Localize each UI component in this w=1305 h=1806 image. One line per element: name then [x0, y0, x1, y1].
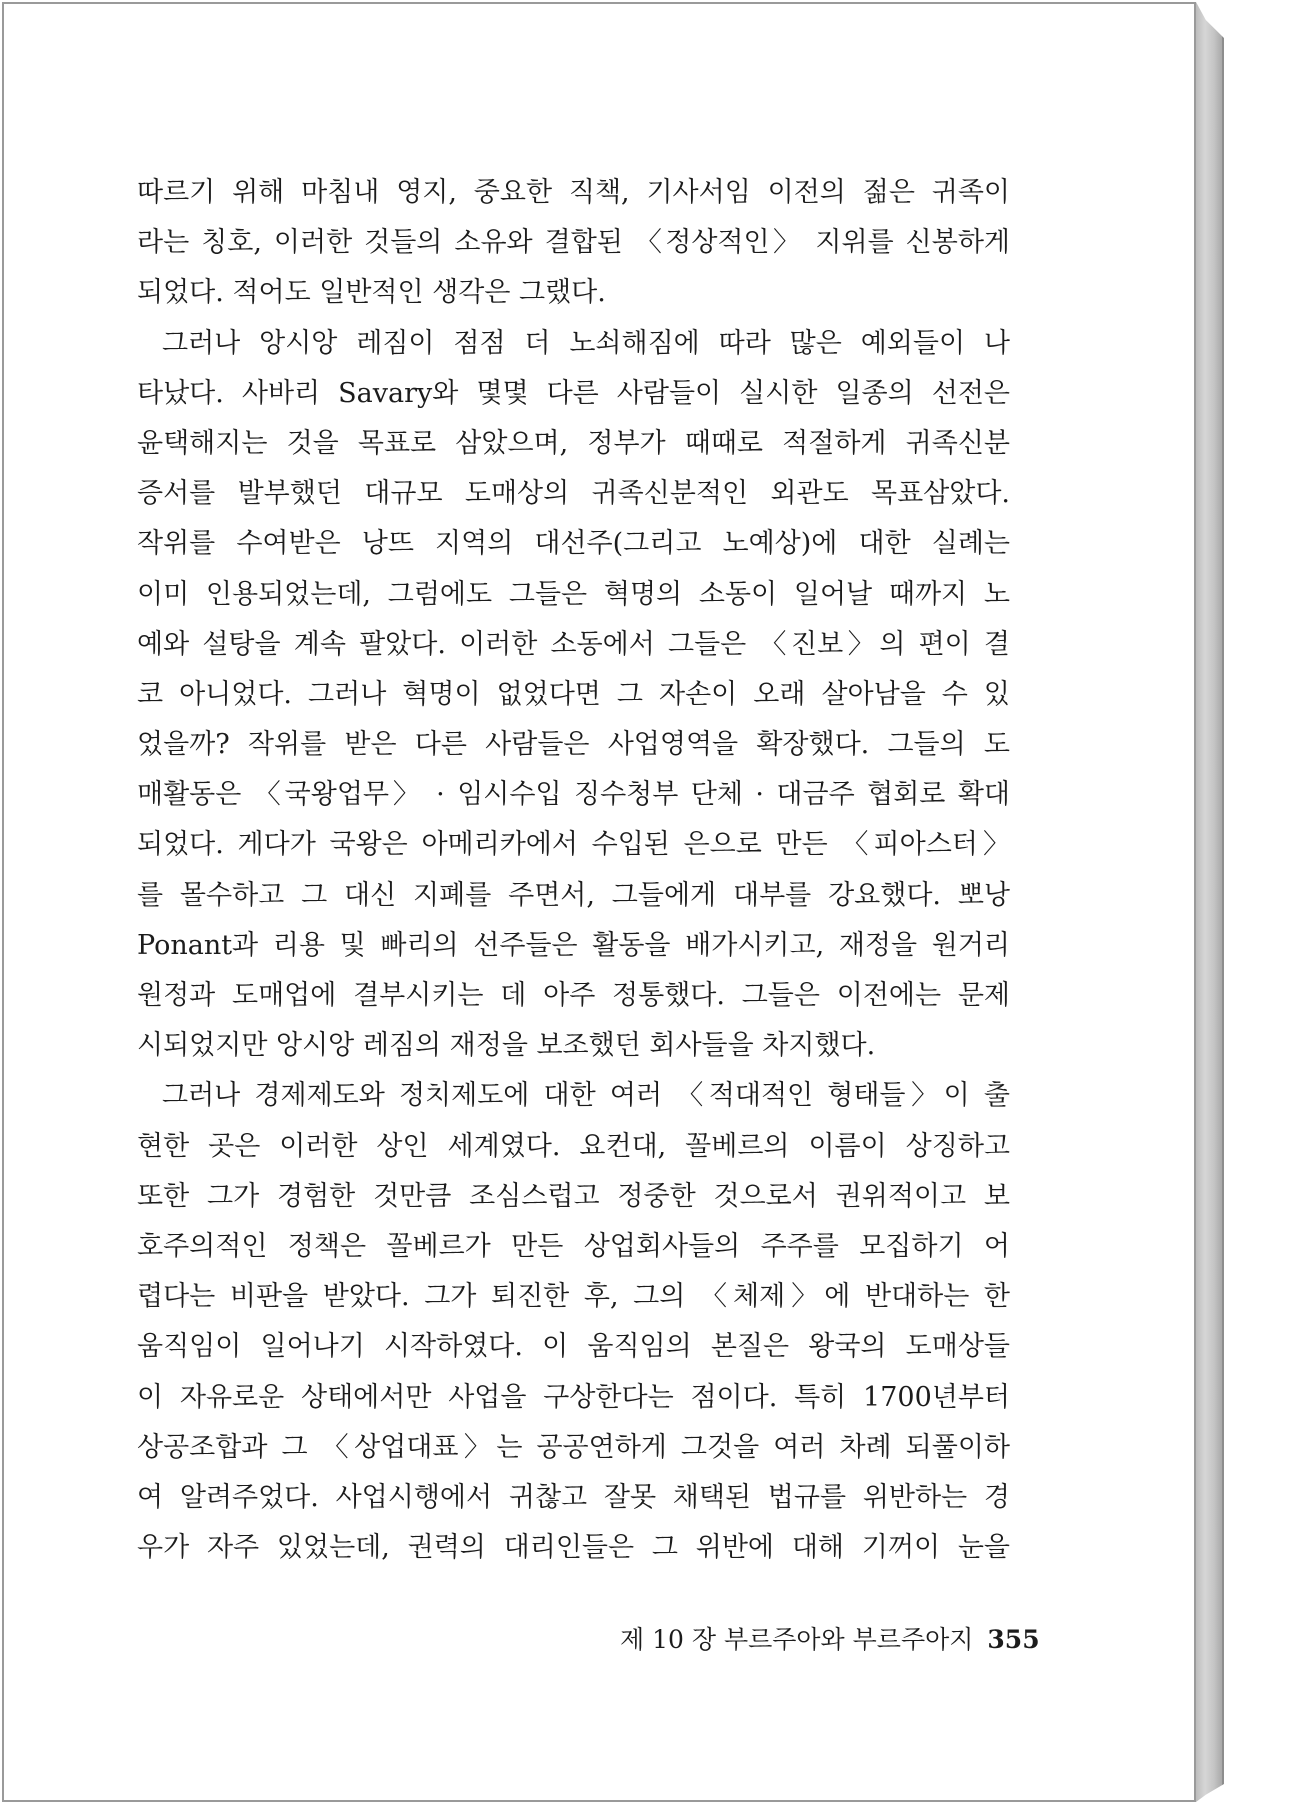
page-footer: [620, 1620, 1040, 1656]
page-edge-shadow: [1196, 2, 1224, 1802]
text-line: 윤택해지는 것을 목표로 삼았으며, 정부가 때때로 적절하게 귀족신분: [137, 427, 1010, 459]
text-line-paragraph-start: 그러나 앙시앙 레짐이 점점 더 노쇠해짐에 따라 많은 예외들이 나: [162, 327, 1010, 359]
body-text: [137, 168, 1010, 1573]
text-line: 따르기 위해 마침내 영지, 중요한 직책, 기사서임 이전의 젊은 귀족이: [137, 177, 1010, 208]
text-line: 증서를 발부했던 대규모 도매상의 귀족신분적인 외관도 목표삼았다.: [137, 478, 1010, 510]
text-line: 원정과 도매업에 결부시키는 데 아주 정통했다. 그들은 이전에는 문제: [137, 980, 1010, 1011]
running-head: 제 10 장 부르주아와 부르주아지: [620, 1625, 974, 1654]
text-line: 렵다는 비판을 받았다. 그가 퇴진한 후, 그의 〈체제〉에 반대하는 한: [137, 1281, 1010, 1313]
text-line: 여 알려주었다. 사업시행에서 귀찮고 잘못 채택된 법규를 위반하는 경: [137, 1481, 1010, 1513]
text-line: 또한 그가 경험한 것만큼 조심스럽고 정중한 것으로서 권위적이고 보: [137, 1180, 1010, 1212]
text-line: 시되었지만 앙시앙 레짐의 재정을 보조했던 회사들을 차지했다.: [137, 1030, 876, 1062]
text-line: 예와 설탕을 계속 팔았다. 이러한 소동에서 그들은 〈진보〉의 편이 결: [137, 628, 1010, 660]
text-line: 타났다. 사바리 Savary와 몇몇 다른 사람들이 실시한 일종의 선전은: [137, 377, 1010, 409]
page-number: 355: [987, 1625, 1040, 1654]
text-line: 라는 칭호, 이러한 것들의 소유와 결합된 〈정상적인〉 지위를 신봉하게: [137, 227, 1010, 259]
text-line: 매활동은 〈국왕업무〉 · 임시수입 징수청부 단체 · 대금주 협회로 확대: [137, 779, 1010, 811]
text-line: 었을까? 작위를 받은 다른 사람들은 사업영역을 확장했다. 그들의 도: [137, 729, 1010, 761]
text-line: 되었다. 적어도 일반적인 생각은 그랬다.: [137, 277, 606, 309]
text-line: 우가 자주 있었는데, 권력의 대리인들은 그 위반에 대해 기꺼이 눈을: [137, 1532, 1010, 1564]
text-line: 호주의적인 정책은 꼴베르가 만든 상업회사들의 주주를 모집하기 어: [137, 1230, 1010, 1262]
text-line: 상공조합과 그 〈상업대표〉는 공공연하게 그것을 여러 차례 되풀이하: [137, 1431, 1010, 1463]
text-line: Ponant과 리용 및 빠리의 선주들은 활동을 배가시키고, 재정을 원거리: [137, 929, 1010, 961]
text-line: 움직임이 일어나기 시작하였다. 이 움직임의 본질은 왕국의 도매상들: [137, 1331, 1010, 1363]
text-line: 되었다. 게다가 국왕은 아메리카에서 수입된 은으로 만든 〈피아스터〉: [137, 829, 1010, 861]
text-line: 이미 인용되었는데, 그럼에도 그들은 혁명의 소동이 일어날 때까지 노: [137, 578, 1010, 610]
text-line: 를 몰수하고 그 대신 지폐를 주면서, 그들에게 대부를 강요했다. 뽀낭: [137, 879, 1010, 911]
text-line-paragraph-start: 그러나 경제제도와 정치제도에 대한 여러 〈적대적인 형태들〉이 출: [162, 1080, 1010, 1112]
text-line: 작위를 수여받은 낭뜨 지역의 대선주(그리고 노예상)에 대한 실례는: [137, 528, 1010, 560]
text-line: 이 자유로운 상태에서만 사업을 구상한다는 점이다. 특히 1700년부터: [137, 1381, 1010, 1413]
text-line: 현한 곳은 이러한 상인 세계였다. 요컨대, 꼴베르의 이름이 상징하고: [137, 1130, 1010, 1162]
text-line: 코 아니었다. 그러나 혁명이 없었다면 그 자손이 오래 살아남을 수 있: [137, 678, 1010, 710]
